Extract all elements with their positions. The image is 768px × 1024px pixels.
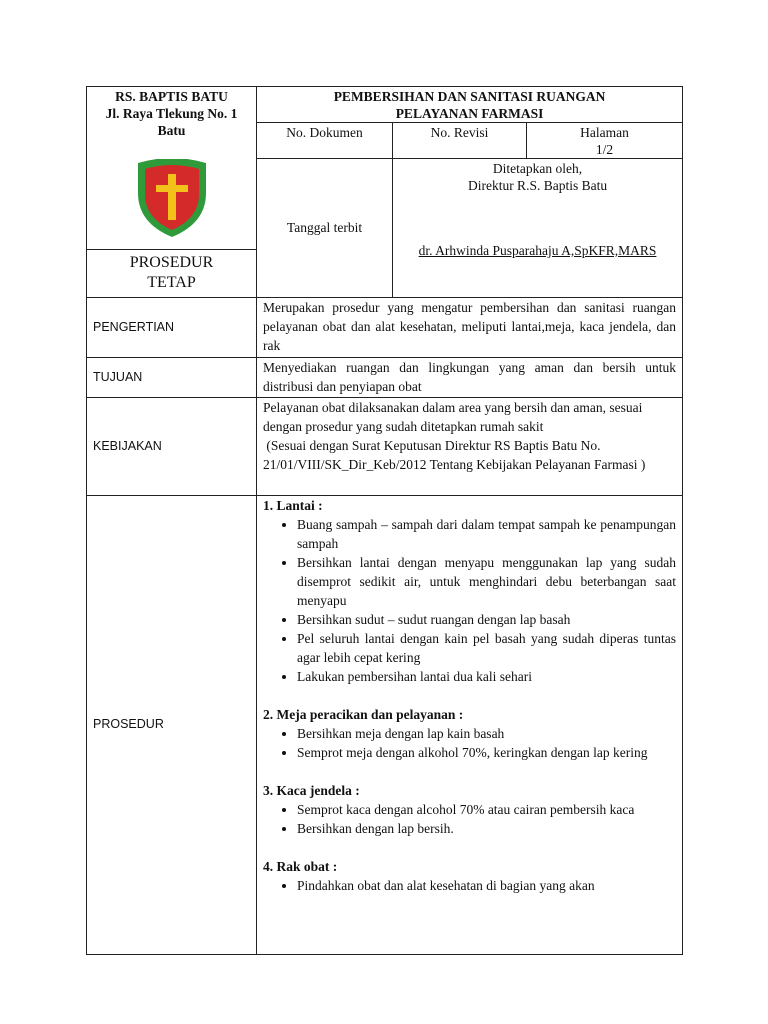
procedure-type-line-2: TETAP: [147, 274, 196, 291]
list-item: • Semprot meja dengan alkohol 70%, keringkan dengan lap kering: [297, 743, 676, 762]
section-list: [263, 800, 676, 838]
list-item: • Bersihkan lantai dengan menyapu menggunakan lap yang sudah disemprot sedikit air, untuk menghindari debu beterbangan saat menyapu: [297, 553, 676, 610]
document-title: [257, 87, 683, 123]
pengertian-text: Merupakan prosedur yang mengatur pembersihan dan sanitasi ruangan pelayanan obat dan alat kesehatan, meliputi lantai,meja, kaca jendela, dan rak: [257, 297, 683, 357]
hospital-address: Jl. Raya Tlekung No. 1: [105, 106, 238, 121]
hospital-info: [87, 87, 257, 159]
section-heading: 3. Kaca jendela :: [263, 782, 360, 798]
page-label: Halaman: [580, 125, 629, 140]
kebijakan-label: KEBIJAKAN: [87, 397, 257, 495]
section-heading: 2. Meja peracikan dan pelayanan :: [263, 706, 464, 722]
section-list: [263, 515, 676, 686]
procedure-type: [87, 249, 257, 297]
section-list: [263, 876, 676, 895]
logo-cell: [87, 159, 257, 250]
prosedur-content: [257, 495, 683, 954]
pengertian-label: PENGERTIAN: [87, 297, 257, 357]
revision-label: No. Revisi: [393, 123, 527, 159]
list-item: • Bersihkan meja dengan lap kain basah: [297, 724, 676, 743]
kebijakan-line-1: Pelayanan obat dilaksanakan dalam area yang bersih dan aman, sesuai dengan prosedur yang sudah ditetapkan rumah sakit: [263, 399, 643, 434]
section-heading: 4. Rak obat :: [263, 858, 338, 874]
list-item: • Bersihkan sudut – sudut ruangan dengan lap basah: [297, 610, 676, 629]
tujuan-text: Menyediakan ruangan dan lingkungan yang aman dan bersih untuk distribusi dan penyiapan obat: [257, 357, 683, 397]
approver-signature-name: dr. Arhwinda Pusparahaju A,SpKFR,MARS: [418, 243, 657, 258]
kebijakan-text: [257, 397, 683, 495]
section-heading: 1. Lantai :: [263, 497, 323, 513]
kebijakan-line-2: (Sesuai dengan Surat Keputusan Direktur RS Baptis Batu No. 21/01/VIII/SK_Dir_Keb/2012 Tentang Kebijakan Pelayanan Farmasi ): [263, 437, 646, 472]
section-list: [263, 724, 676, 762]
list-item: • Pel seluruh lantai dengan kain pel basah yang sudah diperas tuntas agar lebih cepat kering: [297, 629, 676, 667]
issue-date-label: Tanggal terbit: [257, 159, 393, 298]
shield-cross-icon: [134, 159, 210, 241]
approved-by: Ditetapkan oleh,: [492, 161, 583, 176]
title-line-1: PEMBERSIHAN DAN SANITASI RUANGAN: [333, 89, 606, 104]
approval-cell: [393, 159, 683, 298]
list-item: • Buang sampah – sampah dari dalam tempat sampah ke penampungan sampah: [297, 515, 676, 553]
approved-by-title: Direktur R.S. Baptis Batu: [467, 178, 608, 193]
procedure-type-line-1: PROSEDUR: [129, 254, 214, 271]
page-cell: [527, 123, 683, 159]
list-item: • Pindahkan obat dan alat kesehatan di bagian yang akan: [297, 876, 676, 895]
title-line-2: PELAYANAN FARMASI: [395, 106, 544, 121]
prosedur-label: PROSEDUR: [87, 495, 257, 954]
list-item: • Semprot kaca dengan alcohol 70% atau cairan pembersih kaca: [297, 800, 676, 819]
sop-table: [86, 86, 683, 955]
tujuan-label: TUJUAN: [87, 357, 257, 397]
list-item: • Lakukan pembersihan lantai dua kali sehari: [297, 667, 676, 686]
list-item: • Bersihkan dengan lap bersih.: [297, 819, 676, 838]
doc-number-label: No. Dokumen: [257, 123, 393, 159]
hospital-name: RS. BAPTIS BATU: [115, 89, 228, 104]
page-value: 1/2: [595, 142, 614, 157]
hospital-city: Batu: [157, 123, 186, 138]
